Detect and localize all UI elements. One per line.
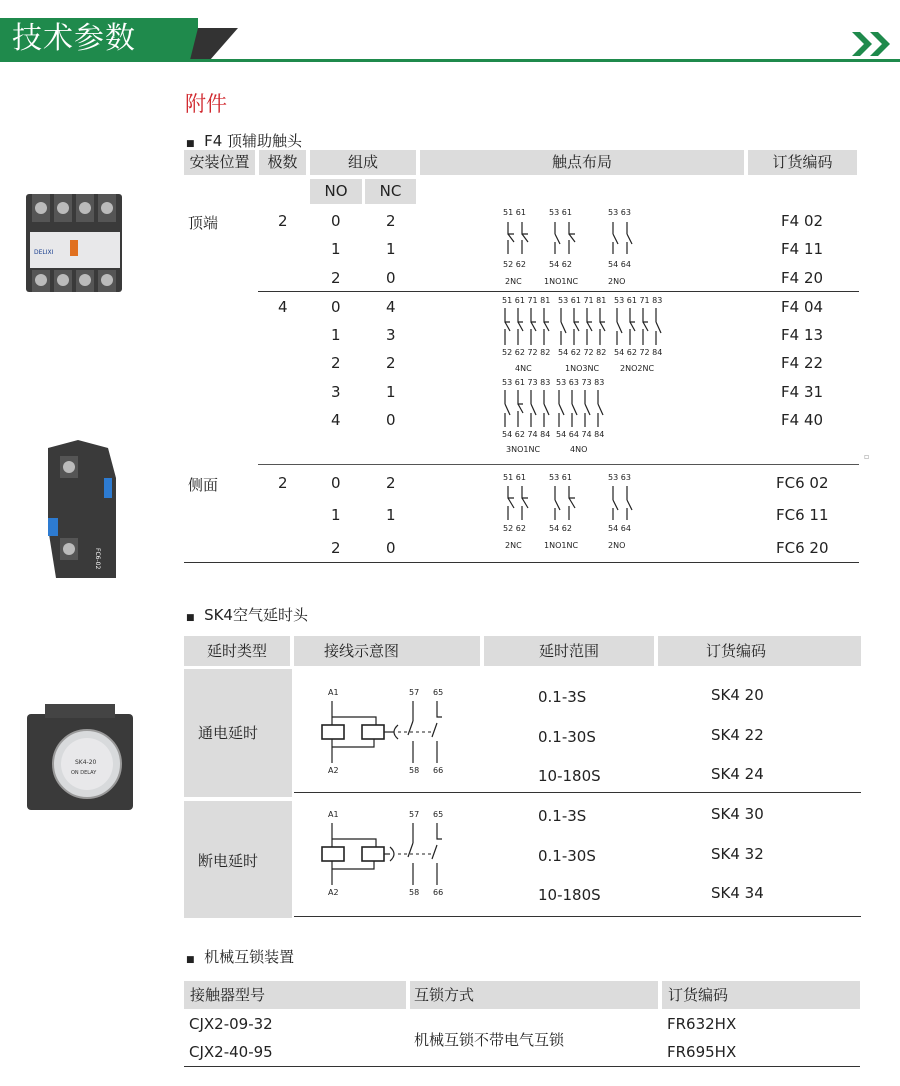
poles-value: 2 bbox=[278, 474, 288, 492]
col-composition: 组成 bbox=[310, 150, 416, 175]
diag-name: 1NO1NC bbox=[544, 541, 579, 550]
order-code: FC6 20 bbox=[776, 539, 829, 557]
order-code: SK4 30 bbox=[711, 805, 764, 823]
diag-terminal-labels: 54 62 72 82 bbox=[558, 348, 607, 357]
nc-value: 1 bbox=[386, 506, 396, 524]
diag-terminal-labels: 54 64 bbox=[608, 260, 631, 269]
diag-name: 2NC bbox=[505, 277, 522, 286]
diag-terminal-labels: 51 61 71 81 bbox=[502, 296, 551, 305]
col-wiring-text: 接线示意图 bbox=[324, 642, 400, 660]
sk4-delay-text: ON DELAY bbox=[71, 770, 97, 776]
contact-diagram-2pole bbox=[500, 218, 640, 258]
diag-terminal-labels: 54 62 74 84 bbox=[502, 430, 551, 439]
order-code: SK4 34 bbox=[711, 884, 764, 902]
diag-terminal-labels: 54 64 bbox=[608, 524, 631, 533]
order-code: SK4 22 bbox=[711, 726, 764, 744]
diag-name: 2NC bbox=[505, 541, 522, 550]
nc-value: 2 bbox=[386, 354, 396, 372]
off-delay-wiring-diagram bbox=[318, 819, 458, 889]
order-code: SK4 20 bbox=[711, 686, 764, 704]
order-code: F4 31 bbox=[781, 383, 824, 401]
order-code: F4 13 bbox=[781, 326, 824, 344]
off-delay-label: 断电延时 bbox=[198, 852, 259, 870]
col-wiring bbox=[294, 636, 480, 666]
range-value: 10-180S bbox=[538, 886, 601, 904]
margin-mark: ▫ bbox=[864, 452, 870, 461]
sk4-timer-image bbox=[25, 700, 135, 812]
no-value: 0 bbox=[331, 474, 341, 492]
diag-terminal-labels: 51 61 bbox=[503, 208, 526, 217]
terminal-65: 65 bbox=[433, 688, 444, 697]
range-value: 10-180S bbox=[538, 767, 601, 785]
diag-terminal-labels: 54 62 bbox=[549, 260, 572, 269]
contact-diagram-4pole-a bbox=[500, 305, 665, 349]
table-bottom-rule bbox=[294, 916, 861, 917]
f4-brand-text: DELIXI bbox=[34, 249, 54, 256]
col-interlock-order bbox=[662, 981, 860, 1009]
diag-terminal-labels: 54 62 72 84 bbox=[614, 348, 663, 357]
col-layout: 触点布局 bbox=[420, 150, 744, 175]
diag-terminal-labels: 53 61 bbox=[549, 473, 572, 482]
terminal-66: 66 bbox=[433, 888, 444, 897]
contact-diagram-side bbox=[500, 482, 640, 524]
col-delay-type: 延时类型 bbox=[184, 636, 290, 666]
diag-name: 1NO3NC bbox=[565, 364, 600, 373]
terminal-58: 58 bbox=[409, 766, 420, 775]
col-poles: 极数 bbox=[259, 150, 306, 175]
double-chevron-icon bbox=[852, 32, 896, 56]
order-code: F4 22 bbox=[781, 354, 824, 372]
terminal-57: 57 bbox=[409, 810, 420, 819]
diag-terminal-labels: 53 61 73 83 bbox=[502, 378, 551, 387]
position-top: 顶端 bbox=[188, 214, 219, 232]
nc-value: 2 bbox=[386, 212, 396, 230]
nc-value: 3 bbox=[386, 326, 396, 344]
diag-terminal-labels: 53 61 71 81 bbox=[558, 296, 607, 305]
no-value: 1 bbox=[331, 506, 341, 524]
terminal-65: 65 bbox=[433, 810, 444, 819]
col-sk4-order-text: 订货编码 bbox=[706, 642, 767, 660]
sk4-section-title: ■ SK4空气延时头 bbox=[186, 606, 308, 624]
nc-value: 1 bbox=[386, 240, 396, 258]
nc-value: 1 bbox=[386, 383, 396, 401]
nc-value: 0 bbox=[386, 539, 396, 557]
diag-name: 2NO bbox=[608, 541, 626, 550]
diag-terminal-labels: 53 63 bbox=[608, 208, 631, 217]
interlock-section-title: ■ 机械互锁装置 bbox=[186, 948, 295, 966]
order-code: F4 11 bbox=[781, 240, 824, 258]
col-no: NO bbox=[310, 179, 362, 204]
no-value: 2 bbox=[331, 269, 341, 287]
col-order: 订货编码 bbox=[748, 150, 857, 175]
range-value: 0.1-30S bbox=[538, 847, 596, 865]
nc-value: 0 bbox=[386, 411, 396, 429]
fc6-side-contact-image bbox=[38, 438, 122, 582]
col-nc: NC bbox=[365, 179, 416, 204]
nc-value: 0 bbox=[386, 269, 396, 287]
col-model-text: 接触器型号 bbox=[190, 986, 266, 1004]
no-value: 1 bbox=[331, 240, 341, 258]
order-code: F4 40 bbox=[781, 411, 824, 429]
poles-value: 2 bbox=[278, 212, 288, 230]
diag-terminal-labels: 54 62 bbox=[549, 524, 572, 533]
interlock-method: 机械互锁不带电气互锁 bbox=[414, 1031, 565, 1049]
diag-name: 2NO2NC bbox=[620, 364, 655, 373]
fc6-model-text: FC6-02 bbox=[94, 548, 101, 570]
diag-terminal-labels: 53 63 bbox=[608, 473, 631, 482]
interlock-section-text: 机械互锁装置 bbox=[204, 948, 295, 966]
sk4-section-text: SK4空气延时头 bbox=[204, 606, 308, 624]
order-code: SK4 24 bbox=[711, 765, 764, 783]
col-model bbox=[184, 981, 406, 1009]
terminal-a1: A1 bbox=[328, 810, 339, 819]
terminal-a2: A2 bbox=[328, 888, 339, 897]
order-code: SK4 32 bbox=[711, 845, 764, 863]
diag-terminal-labels: 52 62 bbox=[503, 260, 526, 269]
page-title: 技术参数 bbox=[12, 21, 136, 56]
diag-terminal-labels: 52 62 72 82 bbox=[502, 348, 551, 357]
f4-section-text: F4 顶辅助触头 bbox=[204, 132, 303, 150]
sk4-model-text: SK4-20 bbox=[75, 759, 97, 766]
no-value: 0 bbox=[331, 212, 341, 230]
accessories-title: 附件 bbox=[185, 92, 227, 116]
range-value: 0.1-3S bbox=[538, 688, 587, 706]
no-value: 2 bbox=[331, 354, 341, 372]
col-method-text: 互锁方式 bbox=[414, 986, 475, 1004]
table-bottom-rule bbox=[184, 1066, 860, 1067]
no-value: 2 bbox=[331, 539, 341, 557]
diag-name: 1NO1NC bbox=[544, 277, 579, 286]
diag-terminal-labels: 53 61 bbox=[549, 208, 572, 217]
terminal-66: 66 bbox=[433, 766, 444, 775]
diag-terminal-labels: 53 61 71 83 bbox=[614, 296, 663, 305]
nc-value: 2 bbox=[386, 474, 396, 492]
order-code: FC6 11 bbox=[776, 506, 829, 524]
f4-section-title: ■ F4 顶辅助触头 bbox=[186, 132, 303, 150]
terminal-57: 57 bbox=[409, 688, 420, 697]
diag-terminal-labels: 54 64 74 84 bbox=[556, 430, 605, 439]
col-range: 延时范围 bbox=[484, 636, 654, 666]
diag-terminal-labels: 53 63 73 83 bbox=[556, 378, 605, 387]
position-side: 侧面 bbox=[188, 476, 219, 494]
diag-terminal-labels: 51 61 bbox=[503, 473, 526, 482]
on-delay-wiring-diagram bbox=[318, 697, 458, 767]
contactor-model: CJX2-40-95 bbox=[189, 1043, 273, 1061]
row-divider bbox=[258, 291, 859, 292]
col-sk4-order bbox=[658, 636, 861, 666]
on-delay-label: 通电延时 bbox=[198, 724, 259, 742]
order-code: FR632HX bbox=[667, 1015, 737, 1033]
no-value: 4 bbox=[331, 411, 341, 429]
terminal-a1: A1 bbox=[328, 688, 339, 697]
contact-diagram-4pole-b bbox=[500, 387, 610, 431]
col-method bbox=[410, 981, 658, 1009]
order-code: F4 04 bbox=[781, 298, 824, 316]
diag-name: 3NO1NC bbox=[506, 445, 541, 454]
diag-name: 2NO bbox=[608, 277, 626, 286]
diag-name: 4NO bbox=[570, 445, 588, 454]
order-code: F4 20 bbox=[781, 269, 824, 287]
contactor-model: CJX2-09-32 bbox=[189, 1015, 273, 1033]
range-value: 0.1-30S bbox=[538, 728, 596, 746]
f4-contact-block-image bbox=[22, 188, 128, 296]
header-slant bbox=[190, 28, 240, 60]
diag-name: 4NC bbox=[515, 364, 532, 373]
col-position: 安装位置 bbox=[184, 150, 255, 175]
poles-value: 4 bbox=[278, 298, 288, 316]
no-value: 0 bbox=[331, 298, 341, 316]
table-bottom-rule bbox=[184, 562, 859, 563]
no-value: 3 bbox=[331, 383, 341, 401]
order-code: FC6 02 bbox=[776, 474, 829, 492]
no-value: 1 bbox=[331, 326, 341, 344]
range-value: 0.1-3S bbox=[538, 807, 587, 825]
terminal-a2: A2 bbox=[328, 766, 339, 775]
diag-terminal-labels: 52 62 bbox=[503, 524, 526, 533]
col-interlock-order-text: 订货编码 bbox=[668, 986, 729, 1004]
nc-value: 4 bbox=[386, 298, 396, 316]
order-code: FR695HX bbox=[667, 1043, 737, 1061]
row-divider bbox=[258, 464, 859, 465]
terminal-58: 58 bbox=[409, 888, 420, 897]
row-divider bbox=[294, 792, 861, 793]
order-code: F4 02 bbox=[781, 212, 824, 230]
